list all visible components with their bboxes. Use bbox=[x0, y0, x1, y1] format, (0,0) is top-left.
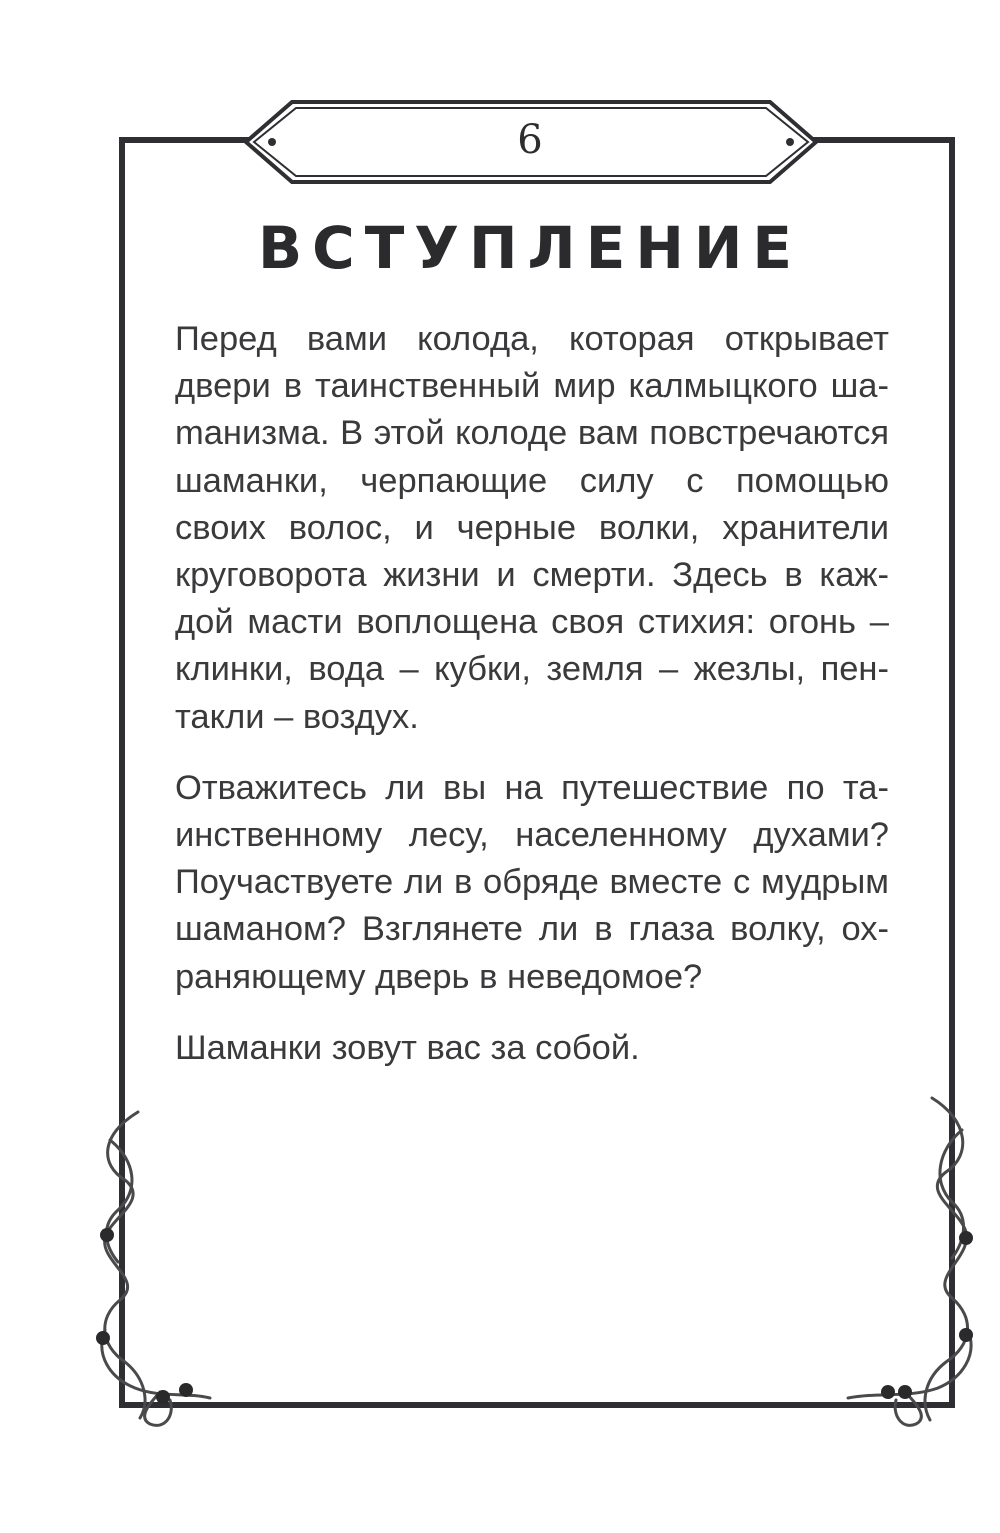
body-text bbox=[175, 316, 889, 1096]
paragraph-closing: Шаманки зовут вас за собой. bbox=[175, 1028, 640, 1067]
page-number: 6 bbox=[517, 117, 543, 163]
paragraph-intro: Перед вами колода, которая открывает двери в таинственный мир калмыцкого шаmанизма. В этой колоде вам повстречаются шаманки, черпающие силу с помощью своих волос, и черные волки, хранители круговорота жизни и смерти. Здесь в каждой масти воплощена своя стихия: огонь – клинки, вода – кубки, земля – жезлы, пентакли – воздух. bbox=[175, 320, 889, 736]
left-vine-berries bbox=[96, 1228, 193, 1404]
chapter-title: ВСТУПЛЕНИЕ bbox=[257, 214, 803, 282]
paragraph-questions: Отважитесь ли вы на путешествие по таинственному лесу, населенному духами? Поучаствуете ли в обряде вместе с мудрым шаманом? Взглянете ли в глаза волку, охраняющему дверь в неведомое? bbox=[175, 768, 889, 996]
left-vine-ornament bbox=[102, 1112, 210, 1425]
